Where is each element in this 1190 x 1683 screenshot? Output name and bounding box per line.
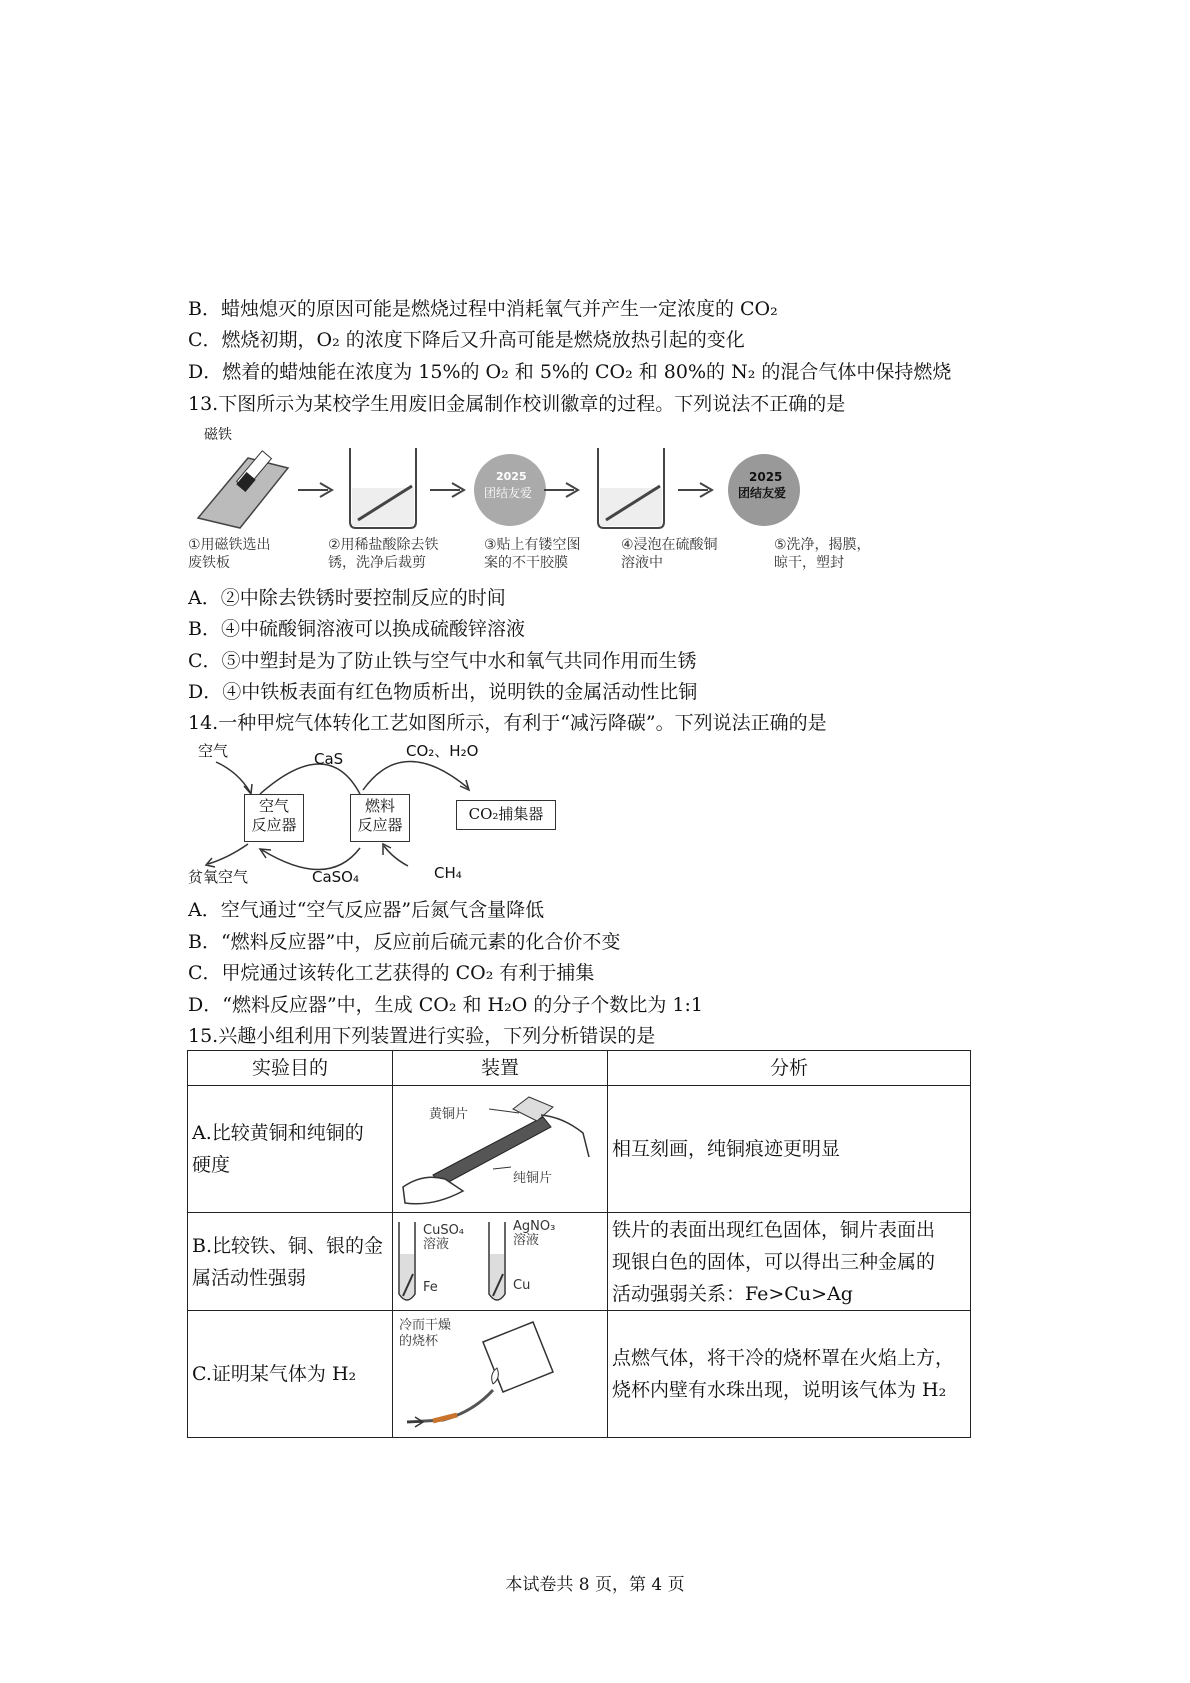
lean-air-label: 贫氧空气: [188, 868, 249, 886]
row-a-analysis: 相互刻画，纯铜痕迹更明显: [608, 1086, 971, 1213]
q14-option-b: B．“燃料反应器”中，反应前后硫元素的化合价不变: [188, 931, 621, 953]
air-label: 空气: [198, 742, 229, 760]
row-c-analysis: 点燃气体，将干冷的烧杯罩在火焰上方， 烧杯内壁有水珠出现，说明该气体为 H₂: [608, 1311, 971, 1438]
badge5-year: 2025: [749, 470, 783, 484]
q14-option-c: C．甲烷通过该转化工艺获得的 CO₂ 有利于捕集: [188, 962, 595, 984]
caso4-label: CaSO₄: [312, 868, 360, 886]
q12-option-d: D．燃着的蜡烛能在浓度为 15%的 O₂ 和 5%的 CO₂ 和 80%的 N₂ 的混合气体中保持燃烧: [188, 361, 952, 383]
arrow-icon: [544, 483, 578, 497]
fuel-reactor-box: 燃料 反应器: [350, 794, 410, 842]
q12-option-c: C．燃烧初期，O₂ 的浓度下降后又升高可能是燃烧放热引起的变化: [188, 329, 745, 351]
table-row: [188, 1086, 971, 1213]
q13-option-b: B．④中硫酸铜溶液可以换成硫酸锌溶液: [188, 618, 525, 640]
arrow-icon: [678, 483, 712, 497]
cas-label: CaS: [314, 750, 344, 768]
co2-h2o-label: CO₂、H₂O: [406, 742, 479, 760]
magnet-label: 磁铁: [204, 427, 232, 443]
row-c-purpose: C.证明某气体为 H₂: [188, 1311, 393, 1438]
solution-shape: [600, 488, 662, 526]
badge3-text: 团结友爱: [484, 486, 533, 500]
table-header-row: [188, 1051, 971, 1086]
header-apparatus: 装置: [393, 1051, 608, 1086]
q14-option-a: A．空气通过“空气反应器”后氮气含量降低: [188, 899, 545, 921]
hand-icon: [541, 1115, 589, 1157]
solution-shape: [352, 488, 414, 526]
iron-plate-shape: [198, 458, 288, 528]
step1-caption: ①用磁铁选出 废铁板: [188, 537, 271, 571]
header-purpose: 实验目的: [188, 1051, 393, 1086]
q14-figure: [188, 740, 568, 890]
row-b-purpose: B.比较铁、铜、银的金 属活动性强弱: [188, 1213, 393, 1311]
row-b-apparatus: CuSO₄ 溶液 Fe AgNO₃ 溶液 Cu: [393, 1213, 608, 1311]
air-reactor-box: 空气 反应器: [244, 794, 304, 842]
step2-caption: ②用稀盐酸除去铁 锈，洗净后裁剪: [328, 537, 439, 571]
row-c-apparatus: 冷而干燥 的烧杯: [393, 1311, 608, 1438]
scratch-test-figure: [393, 1087, 599, 1212]
badge3-year: 2025: [496, 470, 527, 483]
ch4-label: CH₄: [434, 864, 462, 882]
arrow-icon: [430, 483, 464, 497]
page-footer: 本试卷共 8 页，第 4 页: [505, 1575, 685, 1595]
hand-icon: [403, 1177, 463, 1204]
q13-option-c: C．⑤中塑封是为了防止铁与空气中水和氧气共同作用而生锈: [188, 650, 697, 672]
step5-caption: ⑤洗净，揭膜， 晾干，塑封: [774, 537, 871, 571]
step4-caption: ④浸泡在硫酸铜 溶液中: [621, 537, 718, 571]
row-a-purpose: A.比较黄铜和纯铜的 硬度: [188, 1086, 393, 1213]
q15-table: [187, 1050, 971, 1438]
arrow-icon: [407, 1417, 423, 1427]
row-a-apparatus: 黄铜片 纯铜片: [393, 1086, 608, 1213]
q14-option-d: D．“燃料反应器”中，生成 CO₂ 和 H₂O 的分子个数比为 1:1: [188, 994, 703, 1016]
q15-stem: 15.兴趣小组利用下列装置进行实验，下列分析错误的是: [188, 1025, 656, 1047]
step3-caption: ③贴上有镂空图 案的不干胶膜: [484, 537, 581, 571]
q13-option-d: D．④中铁板表面有红色物质析出，说明铁的金属活动性比铜: [188, 681, 698, 703]
q13-stem: 13.下图所示为某校学生用废旧金属制作校训徽章的过程。下列说法不正确的是: [188, 393, 846, 415]
q13-option-a: A．②中除去铁锈时要控制反应的时间: [188, 587, 506, 609]
q14-stem: 14.一种甲烷气体转化工艺如图所示，有利于“减污降碳”。下列说法正确的是: [188, 712, 827, 734]
row-b-analysis: 铁片的表面出现红色固体，铜片表面出 现银白色的固体，可以得出三种金属的 活动强弱关系：Fe>Cu>Ag: [608, 1213, 971, 1311]
arrow-icon: [298, 483, 332, 497]
q12-option-b: B．蜡烛熄灭的原因可能是燃烧过程中消耗氧气并产生一定浓度的 CO₂: [188, 298, 778, 320]
co2-collector-box: CO₂捕集器: [456, 800, 556, 830]
badge5-text: 团结友爱: [738, 486, 787, 500]
table-row: [188, 1311, 971, 1438]
header-analysis: 分析: [608, 1051, 971, 1086]
table-row: [188, 1213, 971, 1311]
q13-figure: [188, 427, 871, 578]
